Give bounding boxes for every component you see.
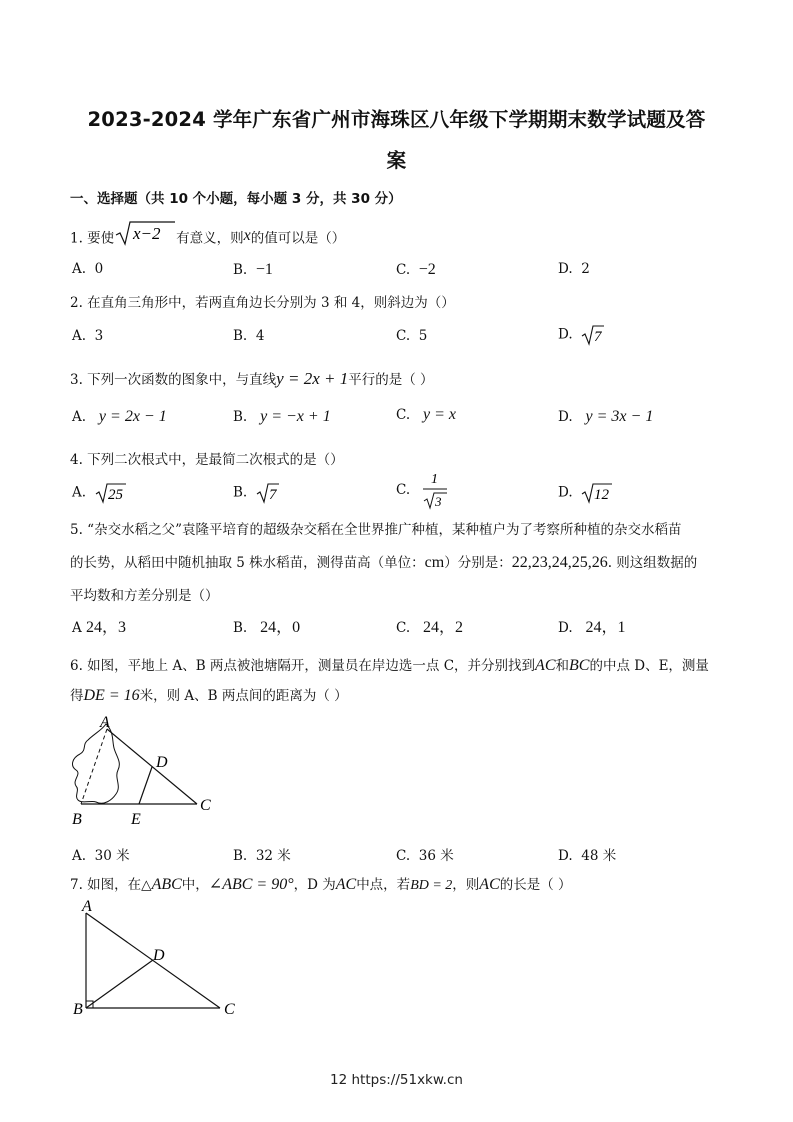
q7-figure xyxy=(66,896,246,1022)
ac-line xyxy=(107,729,197,804)
q2-option-b: B. 4 xyxy=(233,328,265,344)
question-5-line1: 5. “杂交水稻之父”袁隆平培育的超级杂交稻在全世界推广种植，某种植户为了考察所种植的杂交水稻苗 xyxy=(70,522,682,538)
q3-option-c: C. y = x xyxy=(396,406,457,423)
question-4: 4. 下列二次根式中，是最简二次根式的是（） xyxy=(70,452,344,468)
svg-text:12: 12 xyxy=(594,487,610,503)
label-d: D xyxy=(153,947,165,964)
svg-text:3: 3 xyxy=(435,494,442,509)
q1-suffix: 的值可以是（） xyxy=(250,230,346,247)
question-6-line1: 6. 如图，平地上 A、B 两点被池塘隔开，测量员在岸边选一点 C，并分别找到AC和BC的中点 D、E，测量 xyxy=(70,657,709,674)
q6-option-c: C. 36 米 xyxy=(396,848,454,864)
q1-option-c: C. −2 xyxy=(396,261,436,278)
q1-mid: 有意义，则 xyxy=(176,230,244,247)
q1-option-b: B. −1 xyxy=(233,261,273,278)
q4-option-c: C. 1 3 xyxy=(396,470,450,514)
q4-option-d: D. 12 xyxy=(558,482,613,504)
pond-outline xyxy=(73,724,120,803)
question-6-line2: 得DE = 16米，则 A、B 两点间的距离为（ ） xyxy=(70,687,348,704)
q6-option-d: D. 48 米 xyxy=(558,848,617,864)
q4-option-b: B. 7 xyxy=(233,482,280,504)
question-2: 2. 在直角三角形中，若两直角边长分别为 3 和 4，则斜边为（） xyxy=(70,295,455,311)
q6-option-a: A. 30 米 xyxy=(72,848,130,864)
q2-d-sqrt xyxy=(581,324,605,346)
label-c: C xyxy=(200,797,211,814)
svg-text:7: 7 xyxy=(594,329,602,345)
question-5-line3: 平均数和方差分别是（） xyxy=(70,588,219,604)
q5-option-c: C. 24，2 xyxy=(396,619,464,636)
q5-option-a: A 24，3 xyxy=(72,619,127,636)
label-b: B xyxy=(73,1001,83,1018)
label-d: D xyxy=(156,754,168,771)
q4-b-sqrt xyxy=(256,482,280,504)
q4-option-a: A. 25 xyxy=(72,482,127,504)
bd-line xyxy=(86,960,153,1008)
svg-text:25: 25 xyxy=(107,487,123,503)
q4-d-sqrt xyxy=(581,482,613,504)
q1-option-d: D. 2 xyxy=(558,261,590,277)
q5-option-b: B. 24，0 xyxy=(233,619,301,636)
q1-var: x xyxy=(243,226,251,244)
q3-option-a: A. y = 2x − 1 xyxy=(72,408,167,425)
label-e: E xyxy=(131,811,141,828)
page-title-line2: 案 xyxy=(386,149,407,172)
question-5-line2: 的长势，从稻田中随机抽取 5 株水稻苗，测得苗高（单位：cm）分别是：22,23,24,25,26. 则这组数据的 xyxy=(70,554,698,571)
q3-option-b: B. y = −x + 1 xyxy=(233,408,331,425)
label-c: C xyxy=(224,1001,235,1018)
q1-option-a: A. 0 xyxy=(72,261,104,277)
question-1 xyxy=(70,226,345,252)
label-b: B xyxy=(72,811,82,828)
q2-option-a: A. 3 xyxy=(72,328,104,344)
q6-figure xyxy=(62,714,222,829)
question-3: 3. 下列一次函数的图象中，与直线y = 2x + 1平行的是（ ） xyxy=(70,369,434,388)
q1-radicand: x−2 xyxy=(133,224,161,243)
ab-dashed-line xyxy=(81,729,107,804)
q6-option-b: B. 32 米 xyxy=(233,848,291,864)
q1-sqrt xyxy=(114,220,176,246)
q3-formula: y = 2x + 1 xyxy=(276,369,349,388)
section-heading: 一、选择题（共 10 个小题，每小题 3 分，共 30 分） xyxy=(70,191,402,207)
svg-text:7: 7 xyxy=(268,487,277,503)
q1-prefix: 1. 要使 xyxy=(70,230,115,247)
question-7: 7. 如图，在△ABC中，∠ABC = 90°，D 为AC中点，若BD = 2，则AC的长是（ ） xyxy=(70,876,572,893)
label-a: A xyxy=(82,898,92,915)
de-line xyxy=(139,767,152,804)
q2-option-d: D. 7 xyxy=(558,324,605,346)
q3-option-d: D. y = 3x − 1 xyxy=(558,408,654,425)
label-a: A xyxy=(100,714,110,731)
q2-option-c: C. 5 xyxy=(396,328,428,344)
q5-option-d: D. 24，1 xyxy=(558,619,626,636)
page-title-line1: 2023-2024 学年广东省广州市海珠区八年级下学期期末数学试题及答 xyxy=(87,108,706,131)
q5-data: 22,23,24,25,26 xyxy=(511,554,608,571)
q4-c-fraction xyxy=(420,470,450,514)
svg-text:1: 1 xyxy=(431,472,439,487)
page-footer: 12 https://51xkw.cn xyxy=(330,1072,463,1088)
q4-a-sqrt xyxy=(95,482,127,504)
